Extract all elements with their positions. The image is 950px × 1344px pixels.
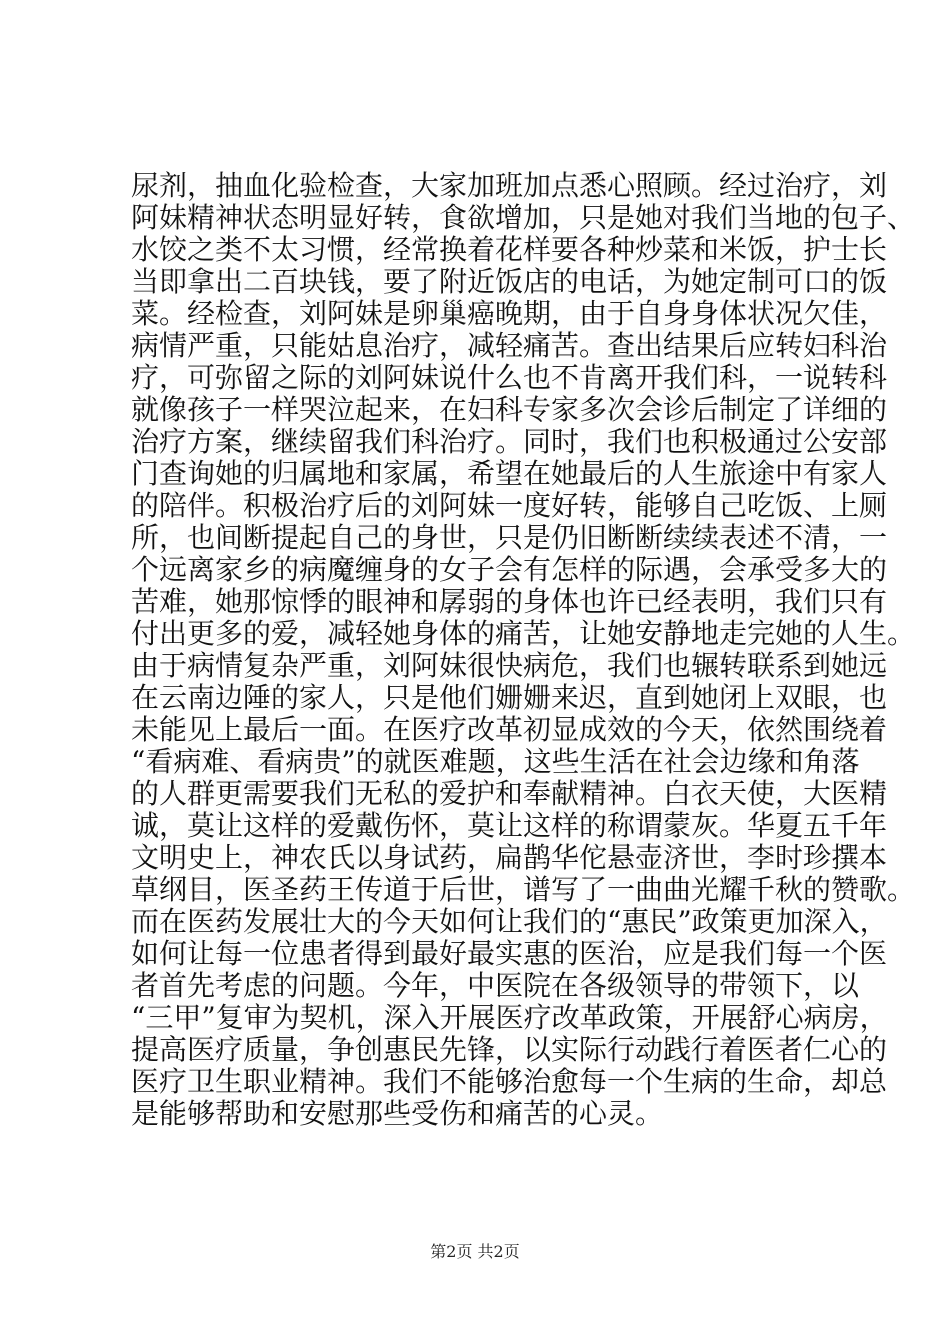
text-line: 草纲目，医圣药王传道于后世，谱写了一曲曲光耀千秋的赞歌。 bbox=[131, 873, 916, 906]
text-line: 阿妹精神状态明显好转，食欲增加，只是她对我们当地的包子、 bbox=[131, 201, 916, 234]
text-line: 提高医疗质量，争创惠民先锋，以实际行动践行着医者仁心的 bbox=[131, 1033, 888, 1066]
text-line: 而在医药发展壮大的今天如何让我们的“惠民”政策更加深入， bbox=[131, 905, 888, 938]
text-line: 的陪伴。积极治疗后的刘阿妹一度好转，能够自己吃饭、上厕 bbox=[131, 489, 888, 522]
text-line: 医疗卫生职业精神。我们不能够治愈每一个生病的生命，却总 bbox=[131, 1065, 888, 1098]
text-line: 疗，可弥留之际的刘阿妹说什么也不肯离开我们科，一说转科 bbox=[131, 361, 888, 394]
text-line: 在云南边陲的家人，只是他们姗姗来迟，直到她闭上双眼，也 bbox=[131, 681, 888, 714]
text-line: 由于病情复杂严重，刘阿妹很快病危，我们也辗转联系到她远 bbox=[131, 649, 888, 682]
text-line: 未能见上最后一面。在医疗改革初显成效的今天，依然围绕着 bbox=[131, 713, 888, 746]
text-line: 苦难，她那惊悸的眼神和孱弱的身体也许已经表明，我们只有 bbox=[131, 585, 888, 618]
text-line: “看病难、看病贵”的就医难题，这些生活在社会边缘和角落 bbox=[131, 745, 860, 778]
page-number-footer: 第2页 共2页 bbox=[430, 1242, 520, 1261]
text-line: 者首先考虑的问题。今年，中医院在各级领导的带领下，以 bbox=[131, 969, 860, 1002]
text-line: 当即拿出二百块钱，要了附近饭店的电话，为她定制可口的饭 bbox=[131, 265, 888, 298]
text-line: 是能够帮助和安慰那些受伤和痛苦的心灵。 bbox=[131, 1097, 664, 1130]
text-line: 就像孩子一样哭泣起来，在妇科专家多次会诊后制定了详细的 bbox=[131, 393, 888, 426]
text-line: 个远离家乡的病魔缠身的女子会有怎样的际遇，会承受多大的 bbox=[131, 553, 888, 586]
text-line: 治疗方案，继续留我们科治疗。同时，我们也积极通过公安部 bbox=[131, 425, 888, 458]
text-line: 水饺之类不太习惯，经常换着花样要各种炒菜和米饭，护士长 bbox=[131, 233, 888, 266]
text-line: 菜。经检查，刘阿妹是卵巢癌晚期，由于自身身体状况欠佳， bbox=[131, 297, 888, 330]
text-line: 付出更多的爱，减轻她身体的痛苦，让她安静地走完她的人生。 bbox=[131, 617, 916, 650]
text-line: 门查询她的归属地和家属，希望在她最后的人生旅途中有家人 bbox=[131, 457, 888, 490]
text-line: 文明史上，神农氏以身试药，扁鹊华佗悬壶济世，李时珍撰本 bbox=[131, 841, 888, 874]
text-line: 所，也间断提起自己的身世，只是仍旧断断续续表述不清，一 bbox=[131, 521, 888, 554]
text-line: 尿剂，抽血化验检查，大家加班加点悉心照顾。经过治疗，刘 bbox=[131, 169, 888, 202]
text-line: 如何让每一位患者得到最好最实惠的医治，应是我们每一个医 bbox=[131, 937, 888, 970]
text-line: “三甲”复审为契机，深入开展医疗改革政策，开展舒心病房， bbox=[131, 1001, 888, 1034]
text-line: 诚，莫让这样的爱戴伤怀，莫让这样的称谓蒙灰。华夏五千年 bbox=[131, 809, 888, 842]
text-line: 病情严重，只能姑息治疗，减轻痛苦。查出结果后应转妇科治 bbox=[131, 329, 888, 362]
body-paragraph bbox=[131, 169, 916, 1130]
text-line: 的人群更需要我们无私的爱护和奉献精神。白衣天使，大医精 bbox=[131, 777, 888, 810]
